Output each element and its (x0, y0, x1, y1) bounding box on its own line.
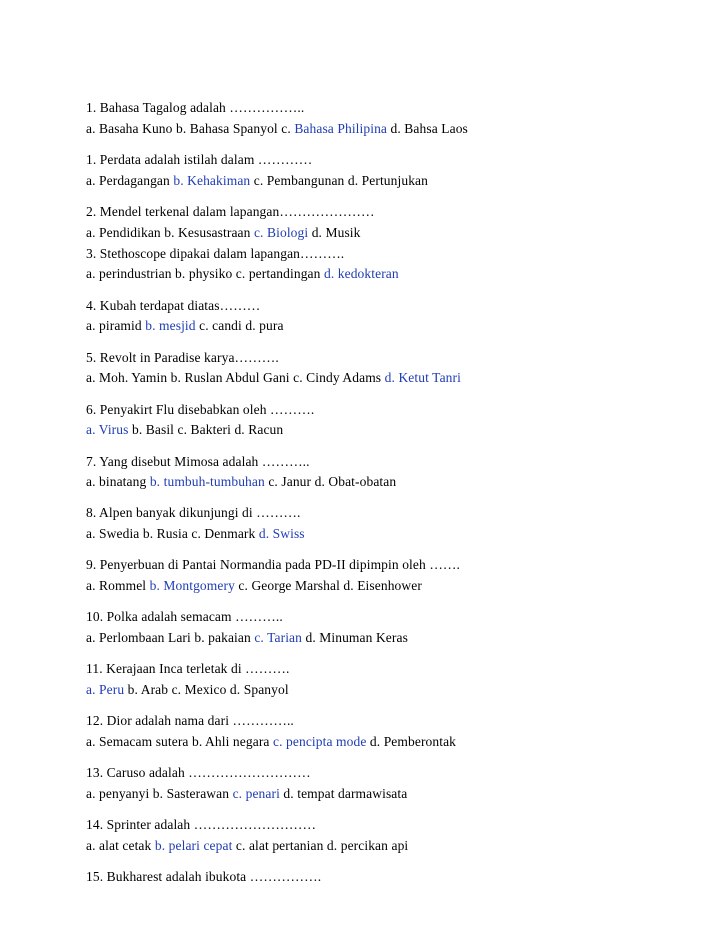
question-block (86, 503, 706, 545)
text-segment: 12. Dior adalah nama dari ………….. (86, 713, 294, 729)
question-block (86, 348, 706, 390)
options-line (86, 628, 706, 649)
options-line (86, 732, 706, 753)
text-segment: a. Moh. Yamin b. Ruslan Abdul Gani c. Cindy Adams (86, 370, 385, 386)
options-line (86, 524, 706, 545)
options-line (86, 171, 706, 192)
text-segment: 7. Yang disebut Mimosa adalah ……….. (86, 453, 310, 469)
text-segment: 9. Penyerbuan di Pantai Normandia pada PD-II dipimpin oleh ……. (86, 557, 461, 573)
text-segment: a. penyanyi b. Sasterawan (86, 786, 233, 802)
text-segment: a. Perdagangan (86, 172, 174, 188)
text-segment: b. Basil c. Bakteri d. Racun (128, 422, 284, 438)
question-block (86, 98, 706, 140)
text-segment: 11. Kerajaan Inca terletak di ………. (86, 661, 290, 677)
text-segment: 8. Alpen banyak dikunjungi di ………. (86, 505, 301, 521)
text-segment: 10. Polka adalah semacam ……….. (86, 609, 283, 625)
options-line (86, 836, 706, 857)
text-segment: c. Pembangunan d. Pertunjukan (250, 172, 428, 188)
question-block (86, 452, 706, 494)
highlighted-answer: c. penari (232, 786, 280, 802)
highlighted-answer: d. Swiss (258, 526, 305, 542)
text-segment: 2. Mendel terkenal dalam lapangan………………… (86, 203, 375, 219)
highlighted-answer: c. pencipta mode (272, 734, 367, 750)
question-line (86, 867, 706, 888)
question-line (86, 296, 706, 317)
text-segment: d. Bahsa Laos (387, 120, 468, 136)
options-line (86, 472, 706, 493)
options-line (86, 119, 706, 140)
question-line (86, 244, 706, 265)
options-line (86, 316, 706, 337)
question-block (86, 607, 706, 649)
question-line (86, 659, 706, 680)
highlighted-answer: Bahasa Philipina (294, 120, 388, 136)
highlighted-answer: a. Peru (86, 682, 125, 698)
text-segment: 13. Caruso adalah ……………………… (86, 765, 311, 781)
question-line (86, 711, 706, 732)
question-line (86, 348, 706, 369)
text-segment: 1. Bahasa Tagalog adalah …………….. (86, 100, 305, 115)
text-segment: a. perindustrian b. physiko c. pertandingan (86, 266, 324, 282)
text-segment: b. Arab c. Mexico d. Spanyol (124, 682, 289, 698)
text-segment: 5. Revolt in Paradise karya………. (86, 349, 279, 365)
text-segment: 6. Penyakirt Flu disebabkan oleh ………. (86, 401, 315, 417)
question-line (86, 607, 706, 628)
text-segment: c. alat pertanian d. percikan api (232, 838, 409, 854)
options-line (86, 576, 706, 597)
question-block (86, 711, 706, 753)
text-segment: 1. Perdata adalah istilah dalam ………… (86, 151, 313, 167)
options-line (86, 784, 706, 805)
text-segment: a. piramid (86, 318, 146, 334)
highlighted-answer: b. pelari cepat (154, 838, 233, 854)
question-block (86, 867, 706, 888)
question-line (86, 150, 706, 171)
highlighted-answer: b. tumbuh-tumbuhan (149, 474, 265, 490)
question-block (86, 296, 706, 338)
text-segment: a. Semacam sutera b. Ahli negara (86, 734, 273, 750)
highlighted-answer: b. Montgomery (149, 578, 235, 594)
text-segment: c. George Marshal d. Eisenhower (234, 578, 422, 594)
options-line (86, 264, 706, 285)
question-block (86, 555, 706, 597)
options-line (86, 420, 706, 441)
text-segment: a. Swedia b. Rusia c. Denmark (86, 526, 259, 542)
highlighted-answer: a. Virus (86, 422, 129, 438)
text-segment: c. candi d. pura (195, 318, 284, 334)
question-block (86, 815, 706, 857)
text-segment: c. Janur d. Obat-obatan (264, 474, 397, 490)
text-segment: a. Rommel (86, 578, 150, 594)
highlighted-answer: c. Biologi (253, 224, 309, 240)
question-block (86, 659, 706, 701)
question-line (86, 202, 706, 223)
question-line (86, 763, 706, 784)
question-line (86, 815, 706, 836)
question-block (86, 202, 706, 285)
text-segment: 15. Bukharest adalah ibukota ……………. (86, 869, 322, 885)
document-page (86, 98, 706, 899)
question-line (86, 555, 706, 576)
question-line (86, 98, 706, 119)
highlighted-answer: b. mesjid (145, 318, 196, 334)
text-segment: d. Musik (308, 224, 361, 240)
highlighted-answer: b. Kehakiman (173, 172, 251, 188)
options-line (86, 368, 706, 389)
highlighted-answer: d. Ketut Tanri (384, 370, 461, 386)
text-segment: d. tempat darmawisata (279, 786, 408, 802)
options-line (86, 223, 706, 244)
question-block (86, 400, 706, 442)
question-line (86, 452, 706, 473)
text-segment: a. alat cetak (86, 838, 155, 854)
highlighted-answer: d. kedokteran (323, 266, 399, 282)
text-segment: 3. Stethoscope dipakai dalam lapangan………. (86, 245, 345, 261)
question-block (86, 763, 706, 805)
text-segment: a. Basaha Kuno b. Bahasa Spanyol c. (86, 120, 295, 136)
question-line (86, 503, 706, 524)
options-line (86, 680, 706, 701)
text-segment: a. binatang (86, 474, 150, 490)
text-segment: 14. Sprinter adalah ……………………… (86, 817, 317, 833)
text-segment: a. Perlombaan Lari b. pakaian (86, 630, 255, 646)
question-line (86, 400, 706, 421)
question-block (86, 150, 706, 192)
text-segment: d. Pemberontak (366, 734, 457, 750)
text-segment: a. Pendidikan b. Kesusastraan (86, 224, 254, 240)
highlighted-answer: c. Tarian (254, 630, 302, 646)
text-segment: d. Minuman Keras (302, 630, 408, 646)
text-segment: 4. Kubah terdapat diatas……… (86, 297, 261, 313)
